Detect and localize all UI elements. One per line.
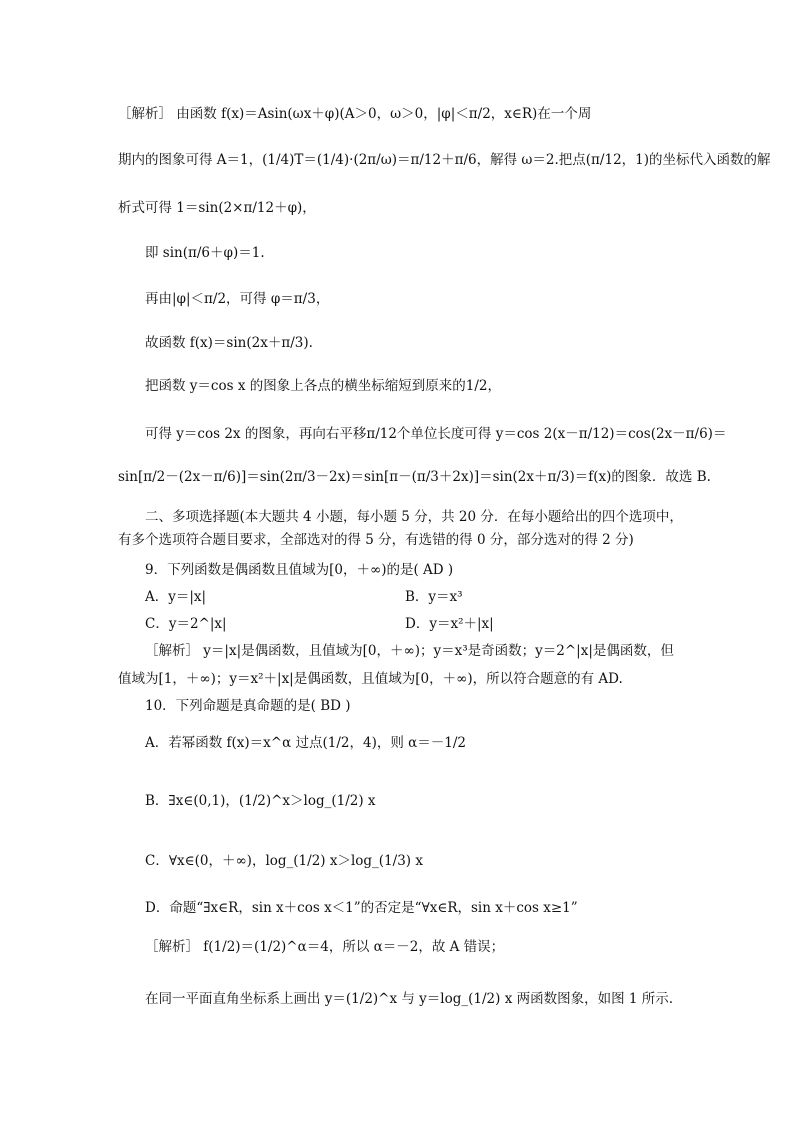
question-10-option-c: C．∀x∈(0，＋∞)，log_(1/2) x＞log_(1/3) x bbox=[145, 853, 423, 869]
question-10-analysis-line-2: 在同一平面直角坐标系上画出 y＝(1/2)^x 与 y＝log_(1/2) x 两函数图象，如图 1 所示. bbox=[145, 991, 674, 1007]
question-10-analysis-line-1: ［解析］ f(1/2)＝(1/2)^α＝4，所以 α＝－2，故 A 错误； bbox=[145, 939, 505, 955]
analysis-line-4: 即 sin(π/6＋φ)＝1. bbox=[145, 245, 265, 261]
question-9-option-b: B．y＝x³ bbox=[405, 589, 463, 605]
analysis-line-3: 析式可得 1＝sin(2×π/12＋φ)， bbox=[118, 200, 316, 216]
analysis-line-7: 把函数 y＝cos x 的图象上各点的横坐标缩短到原来的1/2， bbox=[145, 378, 501, 394]
question-9-option-a: A．y＝|x| bbox=[145, 589, 207, 605]
question-9-stem: 9．下列函数是偶函数且值域为[0，＋∞)的是( AD ) bbox=[145, 562, 454, 578]
question-9-option-c: C．y＝2^|x| bbox=[145, 616, 227, 632]
analysis-line-6: 故函数 f(x)＝sin(2x＋π/3). bbox=[145, 335, 313, 351]
analysis-line-8: 可得 y＝cos 2x 的图象，再向右平移π/12个单位长度可得 y＝cos 2(x－π/12)＝cos(2x－π/6)＝ bbox=[145, 426, 727, 442]
question-10-option-b: B．∃x∈(0,1)，(1/2)^x＞log_(1/2) x bbox=[145, 793, 376, 809]
question-9-analysis-line-1: ［解析］ y＝|x|是偶函数，且值域为[0，＋∞)；y＝x³是奇函数；y＝2^|x|是偶函数，但 bbox=[145, 643, 674, 659]
section-heading-line-1: 二、多项选择题(本大题共 4 小题，每小题 5 分，共 20 分．在每小题给出的四个选项中， bbox=[145, 509, 683, 525]
question-9-option-d: D．y＝x²＋|x| bbox=[405, 616, 494, 632]
analysis-line-5: 再由|φ|＜π/2，可得 φ＝π/3， bbox=[145, 291, 330, 307]
analysis-line-9: sin[π/2－(2x－π/6)]＝sin(2π/3－2x)＝sin[π－(π/3＋2x)]＝sin(2x＋π/3)＝f(x)的图象．故选 B. bbox=[118, 469, 711, 485]
analysis-line-2: 期内的图象可得 A＝1，(1/4)T＝(1/4)·(2π/ω)＝π/12＋π/6，解得 ω＝2.把点(π/12，1)的坐标代入函数的解 bbox=[118, 152, 771, 168]
question-10-option-a: A．若幂函数 f(x)＝x^α 过点(1/2，4)，则 α＝－1/2 bbox=[145, 735, 467, 751]
analysis-line-1: ［解析］ 由函数 f(x)＝Asin(ωx＋φ)(A＞0，ω＞0，|φ|＜π/2，x∈R)在一个周 bbox=[118, 106, 592, 122]
question-10-stem: 10．下列命题是真命题的是( BD ) bbox=[145, 698, 351, 714]
section-heading-line-2: 有多个选项符合题目要求，全部选对的得 5 分，有选错的得 0 分，部分选对的得 2 分) bbox=[118, 532, 634, 548]
question-10-option-d: D．命题“∃x∈R，sin x＋cos x＜1”的否定是“∀x∈R，sin x＋cos x≥1” bbox=[145, 900, 578, 916]
question-9-analysis-line-2: 值域为[1，＋∞)；y＝x²＋|x|是偶函数，且值域为[0，＋∞)，所以符合题意的有 AD. bbox=[118, 671, 623, 687]
